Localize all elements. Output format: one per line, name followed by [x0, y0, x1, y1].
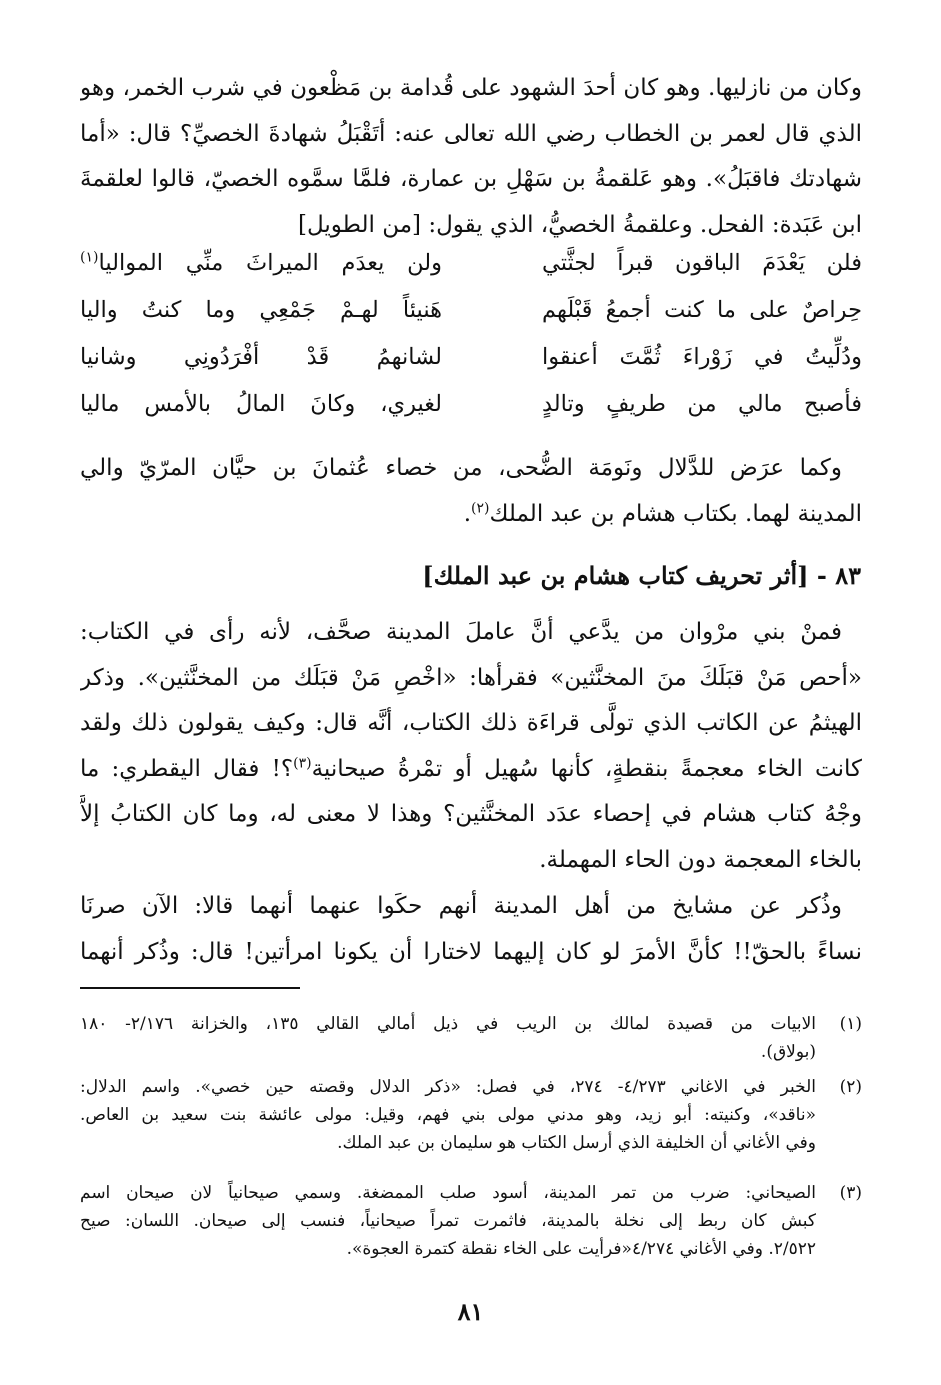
footnote-line: ٢/٥٢٢. وفي الأغاني ٤/٢٧٤«فرأيت على الخاء نقطة كتمرة العجوة». [346, 1239, 816, 1259]
footnote-2 [80, 1073, 862, 1157]
footnote-line: وفي الأغاني أن الخليفة الذي أرسل الكتاب هو سليمان بن عبد الملك. [337, 1133, 816, 1153]
verse-text: ولن يعدَم الميراثَ منِّي المواليا [98, 250, 442, 276]
text-line: وذُكر عن مشايخ من أهل المدينة أنهم حكَوا عنهما أنهما قالا: الآن صرنَا [80, 893, 842, 919]
paragraph-2 [80, 446, 862, 537]
text-line: وكما عرَض للدَّلال ونَومَة الضُّحى، من خصاء عُثمانَ بن حيَّان المرّيّ والي [80, 455, 842, 481]
footnote-mark: (٢) [471, 499, 490, 516]
footnote-line: الصيحاني: ضرب من تمر المدينة، أسود صلب الممضغة. وسمي صيحانياً لان صيحان اسم [80, 1183, 816, 1203]
paragraph-3 [80, 610, 862, 883]
text-line: وجْهُ كتاب هشام في إحصاء عدَد المخنَّثين؟ وهذا لا معنى له، وما كان الكتابُ إلاَّ [80, 801, 862, 827]
text-line [80, 747, 862, 793]
verse-line [80, 344, 862, 391]
verse-second-hemistich: لشانهمُ قَدْ أفْرَدُونِي وشانيا [80, 344, 442, 370]
verse-line [80, 391, 862, 438]
footnote-number: (٢) [839, 1077, 862, 1097]
footnote-separator [80, 987, 300, 989]
footnote-body [80, 1073, 816, 1157]
poem [80, 250, 862, 438]
footnote-line: «ناقد»، وكنيته: أبو زيد، وهو مدني مولى بني فهم، وقيل: مولى عائشة بنت سعيد بن العاص. [80, 1105, 816, 1125]
text-line: وكان من نازليها. وهو كان أحدَ الشهود على قُدامة بن مَظْعون في شرب الخمر، وهو [80, 75, 862, 101]
text-segment: المدينة لهما. بكتاب هشام بن عبد الملك [489, 500, 862, 527]
footnote-line: (بولاق). [760, 1042, 816, 1062]
page-number: ٨١ [457, 1297, 484, 1326]
text-line: الهيثمُ عن الكاتب الذي تولَّى قراءَة ذلك الكتاب، أنَّه قال: وكيف يقولون ذلك ولقد [80, 710, 862, 736]
text-line: الذي قال لعمر بن الخطاب رضي الله تعالى عنه: أتَقْبَلُ شهادةَ الخصيِّ؟ قال: «أما [80, 120, 862, 147]
section-heading: ٨٣ - [أثر تحريف كتاب هشام بن عبد الملك] [422, 561, 861, 590]
text-line: فمنْ بني مرْوان من يدَّعي أنَّ عاملَ المدينة صحَّف، لأنه رأى في الكتاب: [80, 619, 842, 645]
paragraph-1 [80, 66, 862, 248]
footnote-number: (١) [839, 1014, 862, 1034]
footnote-mark: (٣) [293, 754, 312, 771]
footnote-line: الابيات من قصيدة لمالك بن الريب في ذيل أمالي القالي ١٣٥، والخزانة ٢/١٧٦- ١٨٠ [80, 1014, 816, 1034]
footnote-1 [80, 1010, 862, 1066]
footnote-number: (٣) [839, 1183, 862, 1203]
verse-first-hemistich: فلن يَعْدَمَ الباقون قبراً لجثَّتي [542, 250, 862, 276]
text-line: نساءً بالحقّ!! كأنَّ الأمرَ لو كان إليهما لاختارا أن يكونا امرأتين! قال: وذُكر أنهما [80, 938, 862, 965]
verse-first-hemistich: حِراصٌ على ما كنت أجمعُ قَبْلَهم [542, 297, 862, 323]
verse-line [80, 297, 862, 344]
text-segment: كانت الخاء معجمةً بنقطةٍ، كأنها سُهيل أو تمْرةُ صيحانية [311, 755, 862, 782]
footnote-line: الخبر في الاغاني ٤/٢٧٣- ٢٧٤، في فصل: «ذكر الدلال وقصته حين خصي». واسم الدلال: [80, 1077, 816, 1097]
text-line [80, 492, 862, 538]
text-segment: ؟! فقال اليقطري: ما [80, 755, 294, 782]
verse-line [80, 250, 862, 297]
verse-second-hemistich: لغيري، وكانَ المالُ بالأمس ماليا [80, 391, 442, 417]
verse-first-hemistich: ودُلِّيتُ في زَوْراءَ ثُمَّتَ أعنقوا [542, 344, 862, 370]
paragraph-4 [80, 884, 862, 975]
footnote-line: كبش كان ربط إلى نخلة بالمدينة، فاثمرت تمراً صيحانياً، فنسب إلى صيحان. اللسان: صيح [80, 1211, 816, 1231]
footnote-mark: (١) [80, 249, 99, 266]
verse-first-hemistich: فأصبح مالي من طريفٍ وتالدٍ [542, 391, 862, 417]
text-line: شهادتك فاقبَلُ». وهو عَلقمةُ بن سَهْلِ بن عمارة، فلمَّا سمَّوه الخصيّ، قالوا لعلقمةَ [80, 166, 862, 192]
footnote-body [80, 1010, 816, 1066]
text-line: ابن عَبَدة: الفحل. وعلقمةُ الخصيُّ، الذي يقول: [من الطويل] [297, 211, 862, 238]
text-segment: . [463, 500, 472, 527]
text-line: بالخاء المعجمة دون الحاء المهملة. [539, 846, 862, 873]
footnote-body [80, 1179, 816, 1263]
verse-second-hemistich: هَنيئاً لهـمْ جَمْعِي وما كنتُ واليا [80, 297, 442, 323]
footnote-3 [80, 1179, 862, 1263]
verse-second-hemistich [80, 250, 442, 276]
text-line: «أحص مَنْ قبَلَكَ منَ المخنَّثين» فقرأها: «اخْصِ مَنْ قبَلَك من المخنَّثين». وذكر [80, 664, 862, 691]
